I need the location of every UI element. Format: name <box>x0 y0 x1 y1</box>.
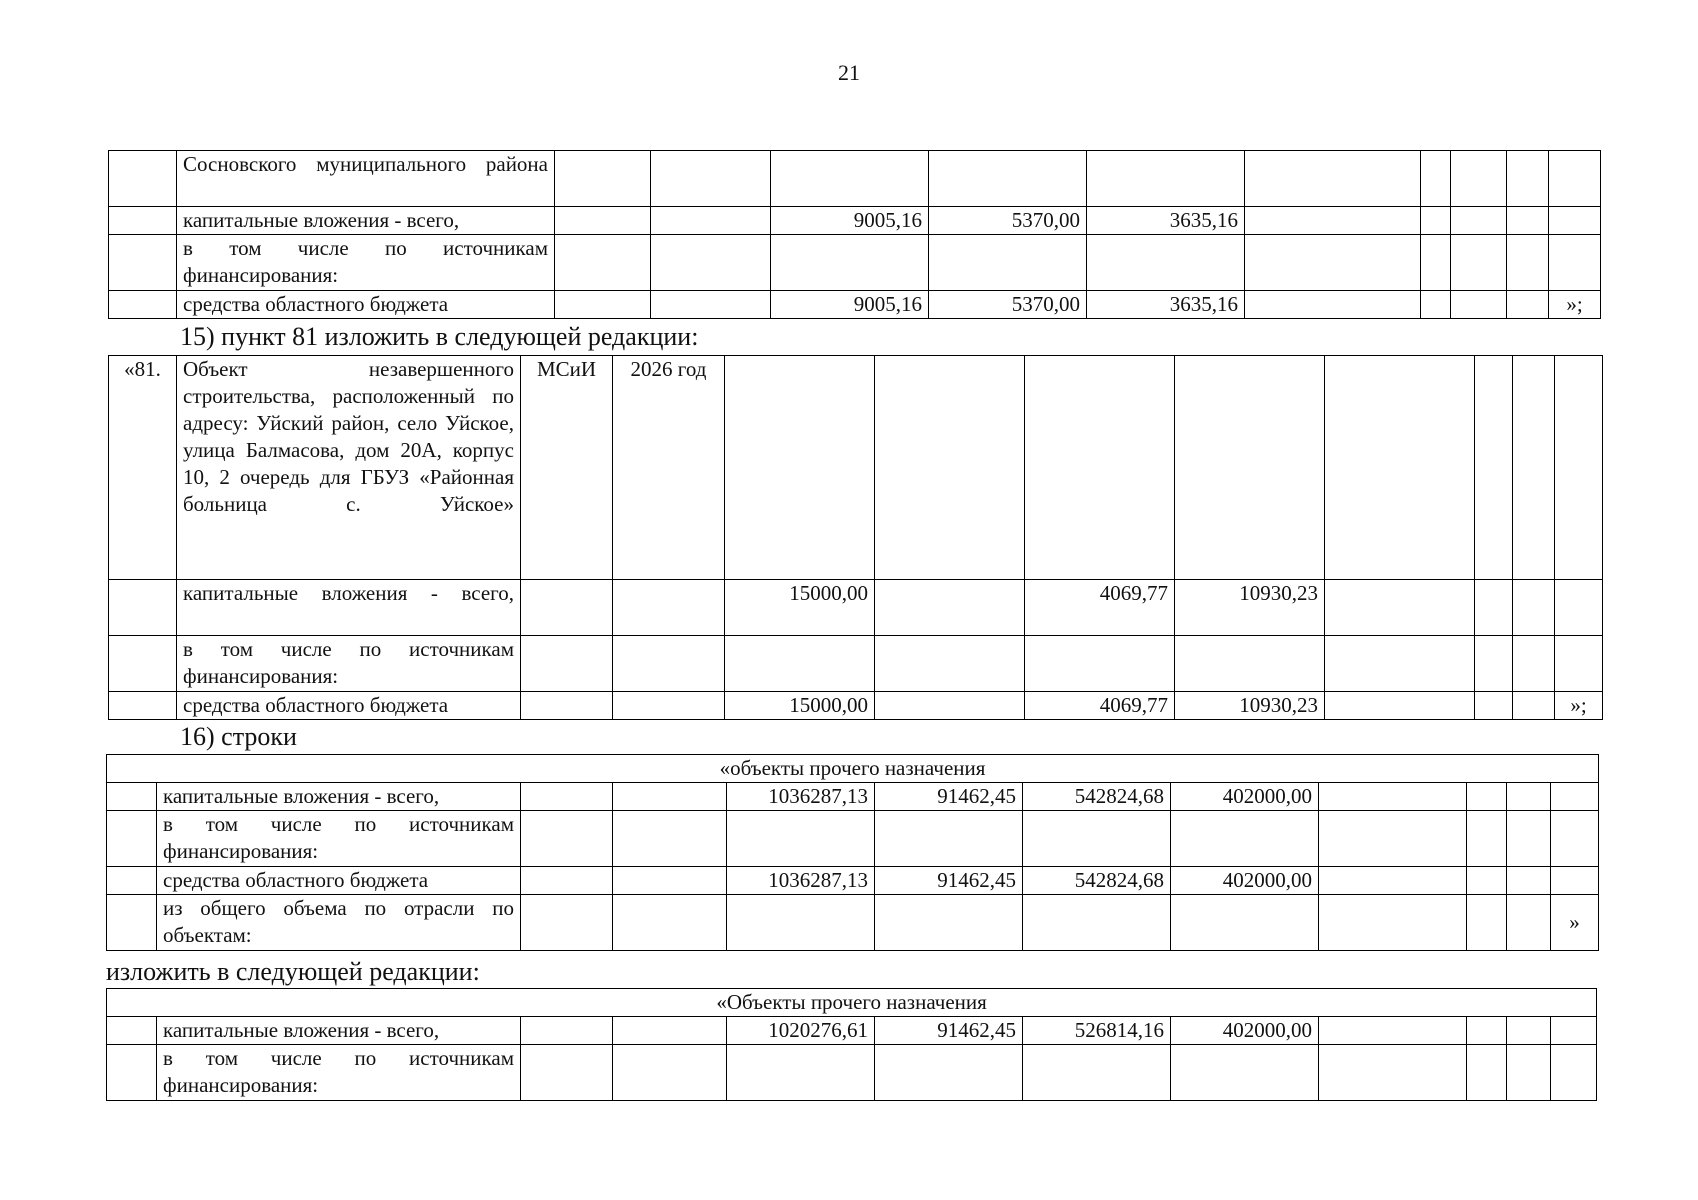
object-description <box>177 356 521 580</box>
row-label: капитальные вложения - всего, <box>177 207 555 235</box>
table-row <box>109 291 1601 319</box>
cell-value: 1036287,13 <box>727 783 875 811</box>
cell-value: 402000,00 <box>1171 867 1319 895</box>
closing-quote: »; <box>1555 692 1603 720</box>
cell-value <box>1087 151 1245 207</box>
table-row <box>107 867 1599 895</box>
row-label: капитальные вложения - всего, <box>157 783 521 811</box>
table-row <box>109 235 1601 291</box>
cell-value: 9005,16 <box>771 207 929 235</box>
table-row <box>107 1017 1597 1045</box>
heading-item-16: 16) строки <box>180 722 297 751</box>
cell-value: 3635,16 <box>1087 207 1245 235</box>
table-row <box>109 636 1603 692</box>
cell-value <box>929 151 1087 207</box>
page-number: 21 <box>838 60 860 85</box>
table-row <box>109 207 1601 235</box>
cell-value: 5370,00 <box>929 291 1087 319</box>
cell-value: 91462,45 <box>875 783 1023 811</box>
row-label: в том числе по источникам финансирования: <box>177 636 521 692</box>
row-label: в том числе по источникам финансирования: <box>177 235 555 291</box>
row-label: из общего объема по отрасли по объектам: <box>157 895 521 951</box>
table-row <box>107 1045 1597 1101</box>
cell-value: 91462,45 <box>875 1017 1023 1045</box>
cell-value: 9005,16 <box>771 291 929 319</box>
heading-new-edition: изложить в следующей редакции: <box>106 957 480 986</box>
table-item-81 <box>108 355 1603 720</box>
cell-value <box>875 580 1025 636</box>
cell-value: 542824,68 <box>1023 783 1171 811</box>
cell-value: 3635,16 <box>1087 291 1245 319</box>
cell-value: 10930,23 <box>1175 692 1325 720</box>
table-row <box>109 692 1603 720</box>
cell-value: 4069,77 <box>1025 692 1175 720</box>
section-title: «Объекты прочего назначения <box>107 989 1597 1017</box>
cell-value: 4069,77 <box>1025 580 1175 636</box>
table-other-objects-new <box>106 988 1597 1101</box>
cell-value: 91462,45 <box>875 867 1023 895</box>
table-row <box>107 811 1599 867</box>
cell-value: 5370,00 <box>929 207 1087 235</box>
cell-value: 1020276,61 <box>727 1017 875 1045</box>
closing-quote: » <box>1551 895 1599 951</box>
table-other-objects-old <box>106 754 1599 951</box>
closing-quote: »; <box>1549 291 1601 319</box>
row-label: средства областного бюджета <box>157 867 521 895</box>
section-title: «объекты прочего назначения <box>107 755 1599 783</box>
object-text: Объект незавершенного строительства, расположенный по адресу: Уйский район, село Уйское, улица Балмасова, дом 20А, корпус 10, 2 очередь для ГБУЗ «Районная больница с. Уйское» <box>183 357 514 516</box>
row-label: средства областного бюджета <box>177 291 555 319</box>
table-row <box>109 356 1603 580</box>
row-label: Сосновского муниципального района <box>177 151 555 207</box>
table-sosnovsky <box>108 150 1601 319</box>
cell-value: 15000,00 <box>725 580 875 636</box>
cell-value: 402000,00 <box>1171 1017 1319 1045</box>
cell-value: 10930,23 <box>1175 580 1325 636</box>
row-label: средства областного бюджета <box>177 692 521 720</box>
row-label: капитальные вложения - всего, <box>177 580 521 636</box>
cell-value: 1036287,13 <box>727 867 875 895</box>
cell-value: 402000,00 <box>1171 783 1319 811</box>
row-label: в том числе по источникам финансирования: <box>157 1045 521 1101</box>
cell-value: 542824,68 <box>1023 867 1171 895</box>
table-row <box>109 151 1601 207</box>
customer: МСиИ <box>521 356 613 580</box>
table-row <box>107 895 1599 951</box>
item-number: «81. <box>109 356 177 580</box>
table-row <box>107 989 1597 1017</box>
cell-value <box>875 692 1025 720</box>
table-row <box>107 755 1599 783</box>
heading-item-15: 15) пункт 81 изложить в следующей редакции: <box>180 322 699 351</box>
cell-value: 15000,00 <box>725 692 875 720</box>
year: 2026 год <box>613 356 725 580</box>
row-label: в том числе по источникам финансирования: <box>157 811 521 867</box>
row-label: капитальные вложения - всего, <box>157 1017 521 1045</box>
table-row <box>107 783 1599 811</box>
cell-value: 526814,16 <box>1023 1017 1171 1045</box>
cell-value <box>771 151 929 207</box>
table-row <box>109 580 1603 636</box>
